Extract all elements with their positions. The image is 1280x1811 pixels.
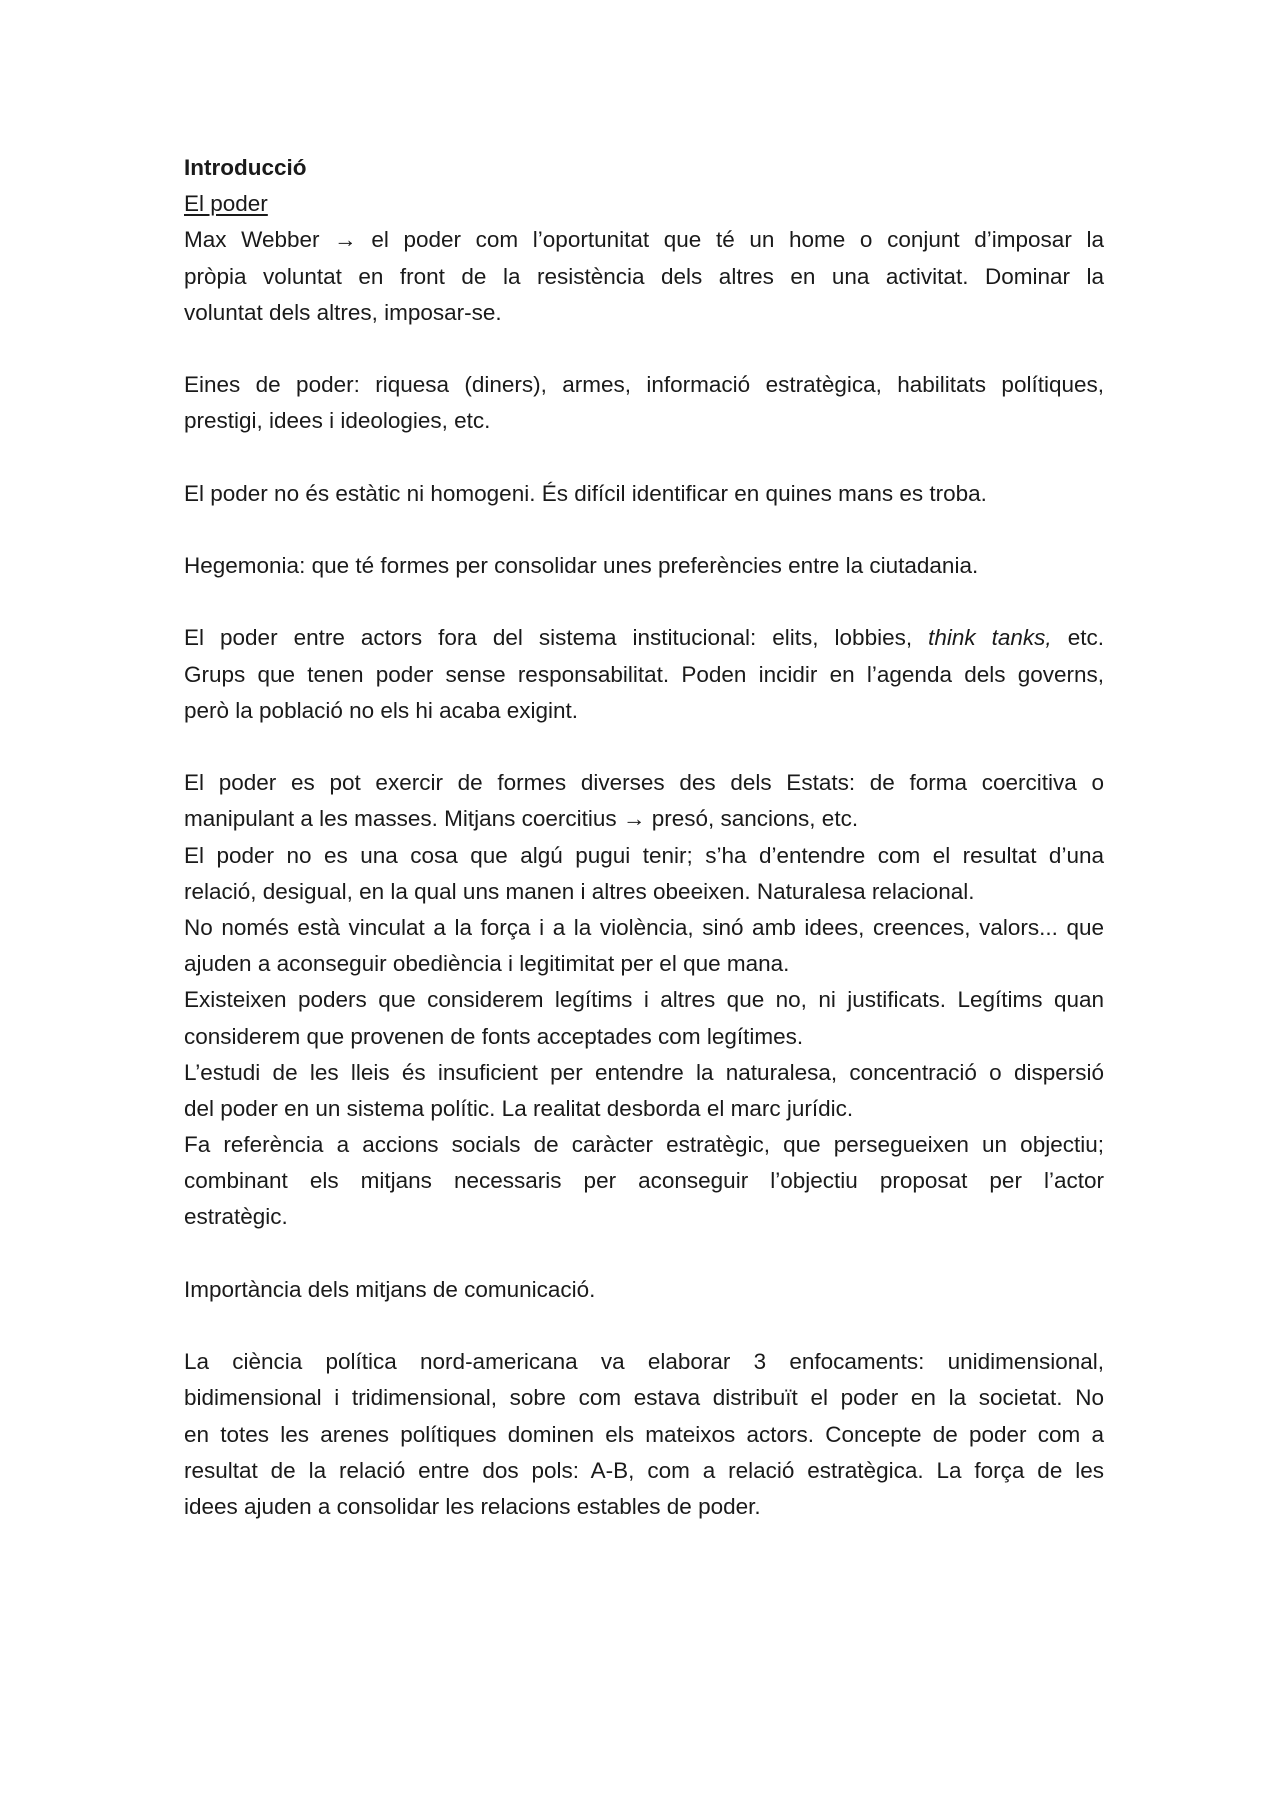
text-line: El poder es pot exercir de formes diverses des dels Estats: de forma coercitiva o bbox=[184, 770, 1104, 796]
text-line: idees ajuden a consolidar les relacions estables de poder. bbox=[184, 1493, 761, 1519]
text-line: El poder no és estàtic ni homogeni. És difícil identificar en quines mans es troba. bbox=[184, 480, 987, 506]
text-line: Existeixen poders que considerem legítims i altres que no, ni justificats. Legítims quan bbox=[184, 987, 1104, 1013]
text-line: La ciència política nord-americana va elaborar 3 enfocaments: unidimensional, bbox=[184, 1349, 1104, 1375]
paragraph-political-science bbox=[184, 1344, 1104, 1525]
paragraph-gap bbox=[184, 331, 1104, 367]
text-line bbox=[184, 620, 1104, 656]
text-line: Importància dels mitjans de comunicació. bbox=[184, 1276, 596, 1302]
text-line: L’estudi de les lleis és insuficient per entendre la naturalesa, concentració o dispersió bbox=[184, 1059, 1104, 1085]
paragraph-media bbox=[184, 1272, 1104, 1308]
text-line: bidimensional i tridimensional, sobre com estava distribuït el poder en la societat. No bbox=[184, 1385, 1104, 1411]
text-fragment: etc. bbox=[1067, 625, 1104, 651]
text-line: estratègic. bbox=[184, 1204, 288, 1230]
text-line: pròpia voluntat en front de la resistència dels altres en una activitat. Dominar la bbox=[184, 263, 1104, 289]
text-line: considerem que provenen de fonts acceptades com legítimes. bbox=[184, 1023, 804, 1049]
document-page bbox=[184, 150, 1104, 1525]
text-line: voluntat dels altres, imposar-se. bbox=[184, 299, 502, 325]
text-fragment: el poder com l’oportunitat que té un home o conjunt d’imposar la bbox=[371, 227, 1104, 253]
text-line bbox=[184, 222, 1104, 258]
paragraph-weber bbox=[184, 222, 1104, 331]
text-line: Eines de poder: riquesa (diners), armes, informació estratègica, habilitats polítiques, bbox=[184, 372, 1104, 398]
paragraph-gap bbox=[184, 729, 1104, 765]
text-fragment: manipulant a les masses. Mitjans coercitius bbox=[184, 806, 617, 832]
text-line bbox=[184, 801, 1104, 837]
paragraph-tools bbox=[184, 367, 1104, 439]
italic-fragment: think tanks, bbox=[928, 625, 1052, 651]
paragraph-actors bbox=[184, 620, 1104, 729]
text-line: Grups que tenen poder sense responsabilitat. Poden incidir en l’agenda dels governs, bbox=[184, 661, 1104, 687]
text-line: Fa referència a accions socials de caràcter estratègic, que persegueixen un objectiu; bbox=[184, 1132, 1104, 1158]
paragraph-gap bbox=[184, 584, 1104, 620]
paragraph-states bbox=[184, 765, 1104, 1235]
text-line: en totes les arenes polítiques dominen els mateixos actors. Concepte de poder com a bbox=[184, 1421, 1104, 1447]
text-fragment: El poder entre actors fora del sistema institucional: elits, lobbies, bbox=[184, 625, 913, 651]
paragraph-gap bbox=[184, 1308, 1104, 1344]
section-heading bbox=[184, 186, 1104, 222]
paragraph-hegemony bbox=[184, 548, 1104, 584]
text-fragment: presó, sancions, etc. bbox=[651, 806, 859, 832]
text-line: del poder en un sistema polític. La realitat desborda el marc jurídic. bbox=[184, 1095, 854, 1121]
paragraph-gap bbox=[184, 512, 1104, 548]
paragraph-gap bbox=[184, 1236, 1104, 1272]
text-line: El poder no es una cosa que algú pugui tenir; s’ha d’entendre com el resultat d’una bbox=[184, 842, 1104, 868]
paragraph-gap bbox=[184, 440, 1104, 476]
section-heading-text: El poder bbox=[184, 191, 268, 217]
text-line: però la població no els hi acaba exigint. bbox=[184, 697, 579, 723]
text-line: No només està vinculat a la força i a la violència, sinó amb idees, creences, valors... que bbox=[184, 914, 1104, 940]
text-fragment: Max Webber bbox=[184, 227, 320, 253]
text-line: Hegemonia: que té formes per consolidar unes preferències entre la ciutadania. bbox=[184, 553, 979, 579]
document-title: Introducció bbox=[184, 155, 307, 180]
text-line: prestigi, idees i ideologies, etc. bbox=[184, 408, 491, 434]
text-line: relació, desigual, en la qual uns manen i altres obeeixen. Naturalesa relacional. bbox=[184, 878, 975, 904]
text-line: ajuden a aconseguir obediència i legitimitat per el que mana. bbox=[184, 951, 790, 977]
arrow-right-icon: → bbox=[334, 227, 357, 253]
text-line: combinant els mitjans necessaris per aconseguir l’objectiu proposat per l’actor bbox=[184, 1168, 1104, 1194]
text-line: resultat de la relació entre dos pols: A-B, com a relació estratègica. La força de les bbox=[184, 1457, 1104, 1483]
paragraph-static bbox=[184, 476, 1104, 512]
arrow-right-icon: → bbox=[622, 806, 646, 832]
